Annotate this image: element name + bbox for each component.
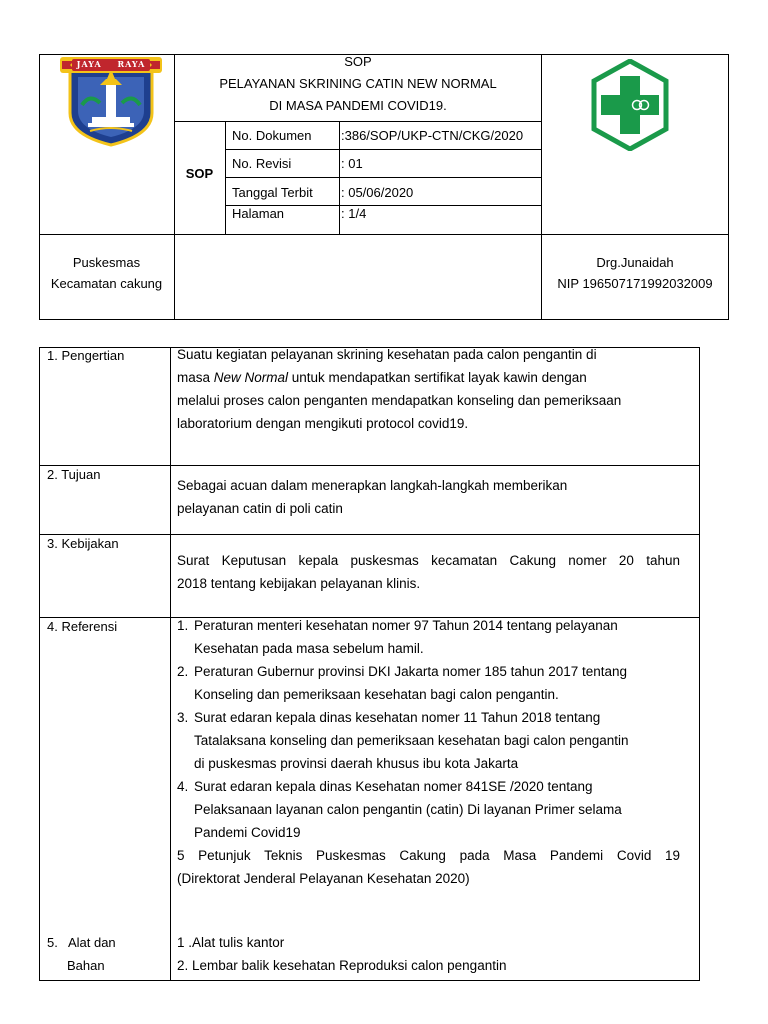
reference-number: 2. [177,664,189,679]
signer-nip: NIP 196507171992032009 [557,276,713,291]
jaya-raya-logo [60,55,162,147]
meta-label-revision: No. Revisi [232,156,292,171]
reference-item [177,660,693,706]
header-title-bottom [174,121,542,122]
row-divider-2 [39,534,700,535]
purpose-line: Sebagai acuan dalam menerapkan langkah-langkah memberikan [177,478,568,493]
definition-line [177,366,693,389]
content-column-divider [170,347,171,981]
org-name-line-2: Kecamatan cakung [50,276,163,291]
definition-line: laboratorium dengan mengikuti protocol covid19. [177,416,469,431]
tools-line: 2. Lembar balik kesehatan Reproduksi calon pengantin [177,958,507,973]
signer-name: Drg.Junaidah [596,255,674,270]
section-body-tools [177,931,693,977]
meta-value-revision: : 01 [341,156,363,171]
meta-label-issue-date: Tanggal Terbit [232,185,313,200]
reference-item [177,775,693,844]
reference-line: Peraturan menteri kesehatan nomer 97 Tahun 2014 tentang pelayanan [194,618,618,633]
reference-number: 4. [177,779,189,794]
sop-label: SOP [185,166,214,181]
meta-value-issue-date: : 05/06/2020 [341,185,414,200]
header-row-divider [39,234,729,235]
org-name-line-1: Puskesmas [72,255,141,270]
meta-value-document-number: :386/SOP/UKP-CTN/CKG/2020 [341,128,524,143]
puskesmas-logo [584,59,676,151]
reference-line: Surat edaran kepala dinas kesehatan nomer 11 Tahun 2018 tentang [194,710,601,725]
purpose-line: pelayanan catin di poli catin [177,501,343,516]
header-meta-row2 [225,177,542,178]
definition-line-emphasis: New Normal [213,370,289,385]
definition-line-pre: masa [177,370,214,385]
reference-line: Surat edaran kepala dinas Kesehatan nomer 841SE /2020 tentang [194,779,593,794]
policy-line: 2018 tentang kebijakan pelayanan klinis. [177,576,421,591]
section-label-policy: 3. Kebijakan [47,536,119,551]
section-label-purpose: 2. Tujuan [47,467,101,482]
section-label-tools: 5. Alat dan [47,935,116,950]
reference-line: Peraturan Gubernur provinsi DKI Jakarta nomer 185 tahun 2017 tentang [194,664,628,679]
section-label-definition: 1. Pengertian [47,348,125,363]
policy-line: Surat Keputusan kepala puskesmas kecamatan Cakung nomer 20 tahun [177,553,680,568]
meta-label-page: Halaman [232,206,285,221]
section-body-references [177,614,693,890]
doc-title-line-2: DI MASA PANDEMI COVID19. [269,98,447,113]
reference-item-5-line: (Direktorat Jenderal Pelayanan Kesehatan 2020) [177,871,470,886]
definition-line: Suatu kegiatan pelayanan skrining kesehatan pada calon pengantin di [177,347,597,362]
reference-line: di puskesmas provinsi daerah khusus ibu kota Jakarta [194,756,519,771]
doc-title-line-1: PELAYANAN SKRINING CATIN NEW NORMAL [219,76,497,91]
reference-line: Kesehatan pada masa sebelum hamil. [194,641,424,656]
section-body-policy [177,549,680,595]
header-divider-logo [174,54,175,320]
tools-line: 1 .Alat tulis kantor [177,935,285,950]
reference-line: Pelaksanaan layanan calon pengantin (catin) Di layanan Primer selama [194,802,622,817]
section-label-references: 4. Referensi [47,619,118,634]
reference-item-5-line: 5 Petunjuk Teknis Puskesmas Cakung pada Masa Pandemi Covid 19 [177,848,680,863]
definition-line-post: untuk mendapatkan sertifikat layak kawin dengan [288,370,587,385]
reference-line: Pandemi Covid19 [194,825,301,840]
meta-value-page: : 1/4 [341,206,367,221]
header-meta-row1 [225,149,542,150]
section-body-definition [177,343,693,435]
reference-line: Konseling dan pemeriksaan kesehatan bagi calon pengantin. [194,687,559,702]
reference-line: Tatalaksana konseling dan pemeriksaan kesehatan bagi calon pengantin [194,733,629,748]
section-body-purpose [177,474,693,520]
reference-item [177,706,693,775]
doc-type-heading: SOP [344,54,372,69]
reference-number: 3. [177,710,189,725]
section-label-tools-line-2: Bahan [67,958,105,973]
row-divider-1 [39,465,700,466]
health-cross-icon [584,59,676,151]
definition-line: melalui proses calon penganten mendapatkan konseling dan pemeriksaan [177,393,622,408]
reference-number: 1. [177,618,189,633]
reference-item [177,614,693,660]
meta-label-document-number: No. Dokumen [232,128,312,143]
logo-left-text: JAYA RAYA [76,59,146,69]
